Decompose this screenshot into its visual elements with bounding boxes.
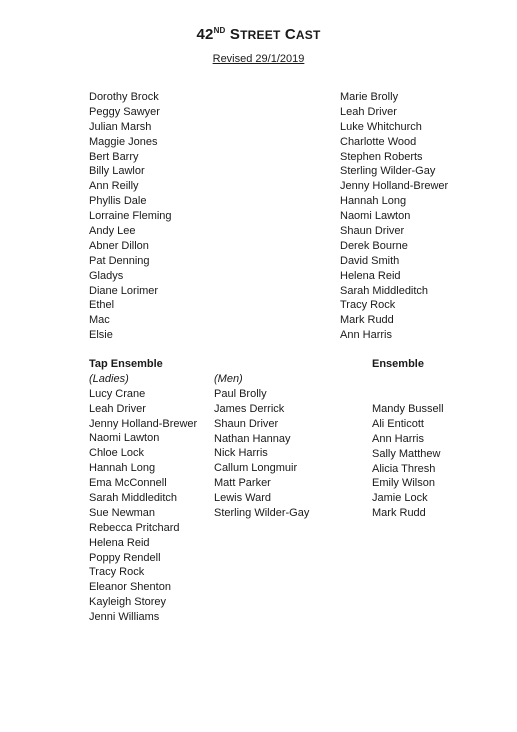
tap-ensemble-heading: Tap Ensemble (89, 358, 163, 370)
role-name: Gladys (89, 269, 124, 282)
role-name: Dorothy Brock (89, 91, 159, 103)
actor-name: Ann Harris (340, 329, 392, 342)
ladies-member: Sue Newman (89, 506, 156, 519)
ensemble-member: Mark Rudd (372, 507, 426, 520)
tap-ensemble-ladies-column (89, 357, 197, 625)
men-list (214, 387, 309, 521)
tap-ensemble-men-column (214, 372, 309, 521)
role-name: Bert Barry (89, 150, 139, 163)
men-member: Nathan Hannay (214, 432, 291, 445)
actor-name: Charlotte Wood (340, 135, 417, 148)
actor-name: Hannah Long (340, 195, 407, 208)
ladies-member: Sarah Middleditch (89, 492, 178, 505)
actor-name: Sterling Wilder-Gay (340, 165, 436, 178)
page-title: 42ND STREET CAST (196, 26, 321, 43)
role-name: Abner Dillon (89, 239, 149, 252)
ensemble-list (372, 402, 444, 521)
actor-name: David Smith (340, 254, 400, 267)
actor-name: Leah Driver (340, 105, 397, 118)
role-name: Peggy Sawyer (89, 105, 160, 118)
actor-name: Derek Bourne (340, 239, 408, 252)
ladies-member: Chloe Lock (89, 447, 145, 460)
role-name: Billy Lawlor (89, 165, 145, 178)
men-member: Lewis Ward (214, 492, 272, 505)
men-member: Sterling Wilder-Gay (214, 507, 310, 520)
ladies-member: Tracy Rock (89, 566, 145, 579)
ensemble-member: Mandy Bussell (372, 403, 444, 415)
role-name: Pat Denning (89, 254, 150, 267)
ensemble-member: Alicia Thresh (372, 462, 436, 475)
ensemble-member: Ali Enticott (372, 417, 424, 430)
ladies-member: Hannah Long (89, 462, 156, 475)
men-member: Callum Longmuir (214, 462, 298, 475)
role-name: Ethel (89, 299, 115, 312)
revised-date: Revised 29/1/2019 (212, 53, 305, 65)
role-name: Mac (89, 314, 110, 327)
ladies-member: Poppy Rendell (89, 551, 161, 564)
ladies-member: Lucy Crane (89, 387, 146, 400)
ladies-member: Helena Reid (89, 536, 150, 549)
ladies-member: Kayleigh Storey (89, 596, 167, 609)
men-member: Nick Harris (214, 447, 268, 460)
actor-name: Luke Whitchurch (340, 120, 422, 133)
ladies-member: Ema McConnell (89, 477, 167, 490)
role-name: Lorraine Fleming (89, 210, 172, 223)
actor-name: Mark Rudd (340, 314, 394, 327)
ladies-member: Rebecca Pritchard (89, 521, 180, 534)
actor-name: Shaun Driver (340, 225, 405, 238)
men-member: James Derrick (214, 402, 285, 415)
actor-name: Stephen Roberts (340, 150, 423, 163)
roles-list (89, 90, 172, 343)
actor-name: Jenny Holland-Brewer (340, 180, 449, 193)
role-name: Diane Lorimer (89, 284, 159, 297)
men-member: Shaun Driver (214, 417, 279, 430)
role-name: Maggie Jones (89, 135, 158, 148)
actor-name: Tracy Rock (340, 299, 396, 312)
role-name: Ann Reilly (89, 180, 139, 193)
ensemble-member: Emily Wilson (372, 477, 435, 490)
role-name: Andy Lee (89, 225, 136, 238)
ladies-list (89, 387, 197, 625)
men-label: (Men) (214, 373, 243, 385)
ladies-member: Jenny Holland-Brewer (89, 417, 198, 430)
actor-name: Naomi Lawton (340, 210, 411, 223)
ladies-member: Jenni Williams (89, 611, 160, 624)
role-name: Phyllis Dale (89, 195, 147, 208)
actors-list (340, 90, 448, 343)
actor-name: Helena Reid (340, 269, 401, 282)
ladies-member: Leah Driver (89, 402, 146, 415)
actor-name: Marie Brolly (340, 91, 399, 103)
men-member: Paul Brolly (214, 387, 267, 400)
ladies-member: Eleanor Shenton (89, 581, 171, 594)
ensemble-heading: Ensemble (372, 358, 424, 370)
ensemble-column (372, 357, 424, 372)
men-member: Matt Parker (214, 477, 271, 490)
ensemble-member: Sally Matthew (372, 447, 441, 460)
ensemble-member: Ann Harris (372, 432, 424, 445)
ladies-label: (Ladies) (89, 372, 129, 385)
ensemble-member: Jamie Lock (372, 492, 428, 505)
role-name: Elsie (89, 329, 113, 342)
actor-name: Sarah Middleditch (340, 284, 429, 297)
ladies-member: Naomi Lawton (89, 432, 160, 445)
role-name: Julian Marsh (89, 120, 152, 133)
